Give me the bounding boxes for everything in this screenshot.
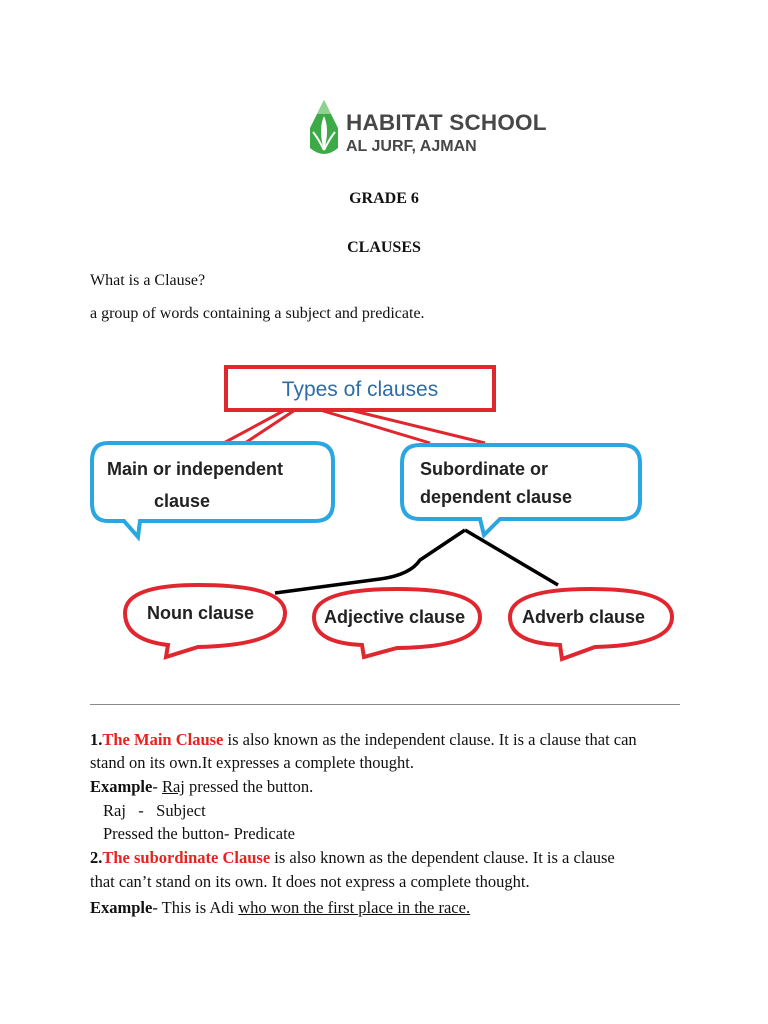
example2-clause: who won the first place in the race. — [238, 898, 471, 917]
school-logo — [300, 96, 560, 162]
example2-label: Example — [90, 898, 153, 917]
example-rest: pressed the button. — [184, 777, 314, 796]
clause-definition: a group of words containing a subject and predicate. — [90, 305, 425, 322]
main-clause-label-line1: Main or independent — [107, 459, 284, 479]
main-clause-line1 — [90, 730, 637, 750]
main-clause-label-line2: clause — [154, 491, 211, 511]
main-clause-text1: is also known as the independent clause. It is a clause that can — [223, 730, 637, 749]
subordinate-clause-line1 — [90, 848, 615, 868]
example-subject: Raj — [161, 777, 185, 796]
sub-to-noun-connector — [275, 530, 465, 593]
adverb-clause-label: Adverb clause — [522, 607, 646, 627]
school-location: AL JURF, AJMAN — [346, 138, 477, 155]
clause-question: What is a Clause? — [90, 272, 206, 289]
main-clause-example — [90, 777, 313, 797]
subject-line: Raj - Subject — [103, 801, 206, 820]
clause-types-diagram — [80, 355, 700, 675]
subordinate-clause-term: The subordinate Clause — [102, 848, 271, 867]
adjective-clause-label: Adjective clause — [324, 607, 466, 627]
subordinate-clause-label-line1: Subordinate or — [420, 459, 549, 479]
subordinate-clause-line2: that can’t stand on its own. It does not express a complete thought. — [90, 872, 530, 891]
topic-heading: CLAUSES — [347, 239, 421, 256]
subordinate-clause-example — [90, 898, 470, 918]
main-clause-term: The Main Clause — [102, 730, 224, 749]
section-divider — [90, 704, 680, 705]
sub-to-adverb-connector — [465, 530, 558, 585]
subordinate-clause-number: 2. — [90, 848, 103, 867]
main-clause-line2: stand on its own.It expresses a complete thought. — [90, 753, 414, 772]
example-dash: - — [152, 777, 162, 796]
subordinate-clause-label-line2: dependent clause — [420, 487, 573, 507]
school-name: HABITAT SCHOOL — [346, 110, 547, 135]
predicate-line: Pressed the button- Predicate — [103, 824, 295, 843]
grade-heading: GRADE 6 — [349, 190, 419, 207]
main-clause-number: 1. — [90, 730, 103, 749]
subordinate-clause-text1: is also known as the dependent clause. It is a clause — [270, 848, 615, 867]
main-clause-bubble — [92, 443, 333, 537]
pencil-leaf-icon — [304, 98, 344, 160]
example2-lead: - This is Adi — [152, 898, 239, 917]
root-label: Types of clauses — [281, 378, 439, 401]
example-label: Example — [90, 777, 153, 796]
noun-clause-label: Noun clause — [147, 603, 255, 623]
